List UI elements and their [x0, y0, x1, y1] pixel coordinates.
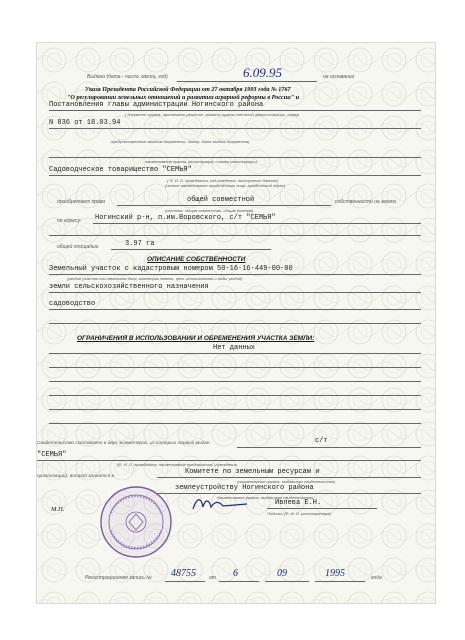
- restrictions-value: Нет данных: [213, 344, 256, 352]
- owner-hint-top: наименование органа, регистрация и номер регистрации): [145, 159, 257, 164]
- restrictions-heading: ОГРАНИЧЕНИЯ В ИСПОЛЬЗОВАНИИ И ОБРЕМЕНЕНИЯ УЧАСТКА ЗЕМЛИ:: [77, 335, 315, 342]
- description-heading: ОПИСАНИЕ СОБСТВЕННОСТИ: [147, 256, 246, 263]
- right-suffix: собственности на землю: [335, 199, 397, 205]
- description-line3: садоводство: [49, 300, 96, 308]
- compiled-label: Свидетельство составлено в двух экземплярах, из которых первый выдан: [37, 441, 210, 446]
- area-value: 3.97 га: [125, 240, 155, 248]
- reg-suffix: года: [371, 575, 382, 581]
- recipient-name: "СЕМЬЯ": [37, 451, 67, 459]
- certificate-page: [36, 42, 436, 604]
- reg-day: 6: [233, 568, 238, 579]
- signature-hint: Подпись (Ф. И. О. регистратора): [267, 511, 331, 516]
- area-label: общей площадью: [57, 244, 99, 250]
- official-name: Ивлева Е.Н.: [275, 499, 322, 507]
- decree-line1: Указа Президента Российской Федерации от 27 октября 1993 года № 1767: [85, 86, 291, 93]
- owner-hint1: ( Ф. И. О. гражданина, год рождения, паспортные данные): [167, 178, 278, 183]
- org-hint: организации), второй хранится в: [37, 474, 114, 479]
- reg-year: 1995: [325, 568, 345, 579]
- decree-number: N 836 от 18.03.94: [49, 119, 121, 127]
- right-hint: (частная, общая совместная, общая долевая): [165, 208, 254, 213]
- decree-line2: "О регулировании земельных отношений и развитии аграрной реформы в России" и: [67, 94, 300, 101]
- committee-hint: (наименование органа, выдавшего свидетельство): [237, 479, 336, 484]
- address-label: по адресу:: [57, 218, 82, 224]
- reg-label: Регистрационная запись №: [85, 575, 152, 581]
- official-hint: Наименование органа, выдавшего свидетельство: [217, 495, 314, 500]
- signature-mark: [187, 493, 257, 515]
- reg-from: от: [209, 575, 216, 581]
- reg-number: 48755: [171, 568, 196, 579]
- right-label: приобретает право: [57, 199, 106, 205]
- reg-month: 09: [277, 568, 287, 579]
- decree-hint2: предусмотренные законом документы, номер, дата выдачи документа): [111, 139, 250, 144]
- decree-hint: ( документ органа, принявшего решение, указать органы местной администрации, номер: [125, 112, 300, 117]
- description-line2: земли сельскохозяйственного назначения: [49, 283, 209, 291]
- seal-label: М.П.: [51, 506, 65, 513]
- right-value: общей совместной: [187, 196, 255, 204]
- recipient-hint: (Ф. И. О. гражданина, наименование предприятия, учреждения,: [117, 462, 238, 467]
- issued-label: Выдано (дата - число, месяц, год): [87, 74, 168, 80]
- issued-date: 6.09.95: [243, 65, 282, 80]
- compiled-value: с/т: [315, 437, 328, 445]
- owner-hint2: (полное наименование юридического лица, юридический адрес): [165, 183, 286, 188]
- decree-line3: Постановления главы администрации Ногинского района: [49, 101, 264, 109]
- committee-line1: Комитете по земельным ресурсам и: [185, 468, 320, 476]
- description-hint: (угодий участок или земельная доля, категории земель, цель использования и виды угодий): [67, 276, 243, 281]
- description-line1: Земельный участок с кадастровым номером 50-16-16-449-00-00: [49, 265, 293, 273]
- address-value: Ногинский р-н, п.им.Воровского, с/т "СЕМЬЯ": [95, 214, 276, 222]
- issued-suffix: на основании: [323, 74, 355, 80]
- committee-line2: землеустройству Ногинского района: [175, 484, 314, 492]
- stamp-seal: [97, 483, 175, 561]
- owner-name: Садоводческое товарищество "СЕМЬЯ": [49, 166, 192, 174]
